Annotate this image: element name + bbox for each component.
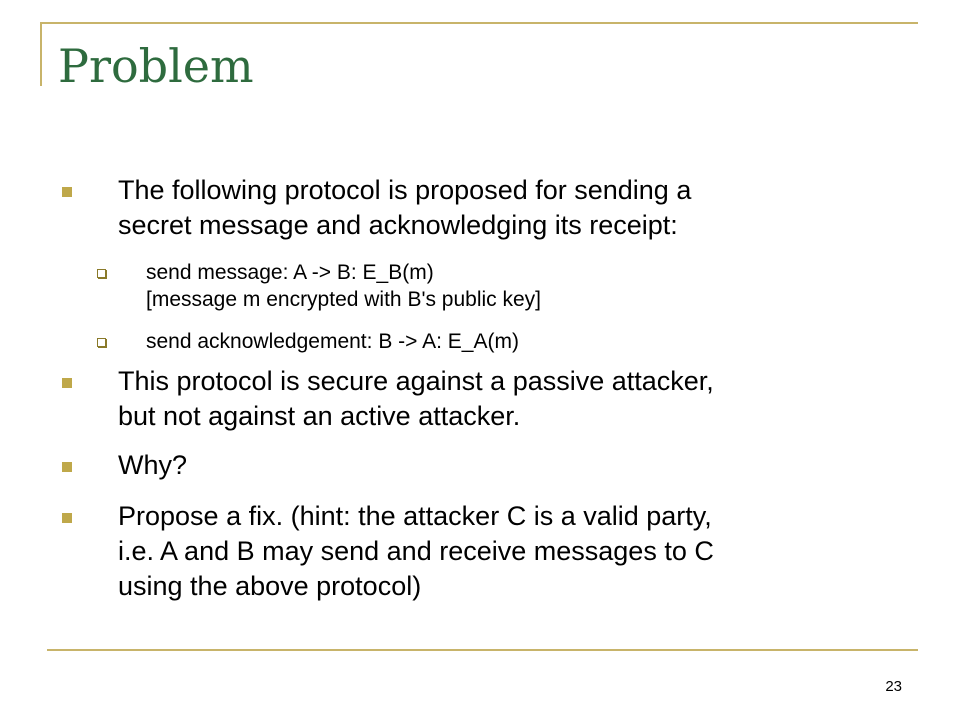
bullet-1-text	[118, 173, 908, 243]
slide-title: Problem	[58, 39, 254, 93]
sub-bullet-1-line-2: [message m encrypted with B's public key]	[146, 288, 542, 311]
bullet-4-text	[118, 499, 908, 604]
page-number: 23	[885, 678, 902, 695]
sub-bullet-1-text	[146, 259, 906, 313]
bullet-2-text	[118, 364, 908, 434]
sub-bullet-2-text	[146, 328, 906, 355]
bullet-4-line-2: i.e. A and B may send and receive messages to C	[118, 536, 714, 566]
bullet-2-line-2: but not against an active attacker.	[118, 401, 521, 431]
bullet-4-line-3: using the above protocol)	[118, 571, 422, 601]
bullet-1-line-2: secret message and acknowledging its receipt:	[118, 210, 678, 240]
hollow-square-bullet-icon	[97, 338, 106, 347]
filled-square-bullet-icon	[62, 187, 72, 197]
sub-bullet-2-line-1: send acknowledgement: B -> A: E_A(m)	[146, 330, 519, 353]
filled-square-bullet-icon	[62, 378, 72, 388]
bullet-2-line-1: This protocol is secure against a passive attacker,	[118, 366, 714, 396]
bullet-4-line-1: Propose a fix. (hint: the attacker C is a valid party,	[118, 501, 712, 531]
bullet-3-line-1: Why?	[118, 450, 188, 480]
bullet-1-line-1: The following protocol is proposed for sending a	[118, 175, 692, 205]
filled-square-bullet-icon	[62, 462, 72, 472]
hollow-square-bullet-icon	[97, 269, 106, 278]
bullet-3-text	[118, 448, 908, 483]
slide-footer-rule	[47, 649, 918, 651]
sub-bullet-1-line-1: send message: A -> B: E_B(m)	[146, 261, 434, 284]
filled-square-bullet-icon	[62, 513, 72, 523]
